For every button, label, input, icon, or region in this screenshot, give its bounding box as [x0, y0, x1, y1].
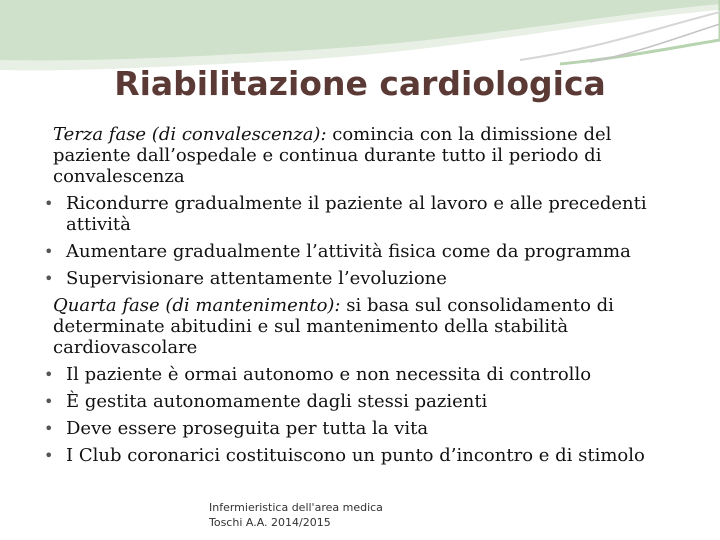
- slide-title: Riabilitazione cardiologica: [114, 64, 606, 103]
- list-item: [44, 364, 692, 385]
- list-item-text: Supervisionare attentamente l’evoluzione: [66, 268, 447, 289]
- list-item: [44, 193, 692, 235]
- list-item-text: Aumentare gradualmente l’attività fisica come da programma: [66, 241, 631, 262]
- list-item-text: Ricondurre gradualmente il paziente al lavoro e alle precedenti attività: [66, 193, 647, 235]
- bullet-icon: •: [44, 194, 54, 213]
- phase3-text: comincia con la dimissione del paziente dall’ospedale e continua durante tutto il periodo di convalescenza: [53, 124, 612, 187]
- bullet-icon: •: [44, 446, 54, 465]
- bullet-icon: •: [44, 365, 54, 384]
- phase4-paragraph: [53, 295, 692, 358]
- bullet-icon: •: [44, 269, 54, 288]
- bullet-icon: •: [44, 419, 54, 438]
- list-item: [44, 241, 692, 262]
- list-item: [44, 445, 692, 466]
- list-item-text: I Club coronarici costituiscono un punto d’incontro e di stimolo: [66, 445, 645, 466]
- list-item: [44, 418, 692, 439]
- footer-author: Toschi A.A. 2014/2015: [209, 516, 331, 529]
- list-item-text: Il paziente è ormai autonomo e non necessita di controllo: [66, 364, 592, 385]
- phase4-lead: Quarta fase (di mantenimento):: [53, 295, 341, 316]
- list-item: [44, 391, 692, 412]
- slide-content: [44, 124, 692, 472]
- phase3-lead: Terza fase (di convalescenza):: [53, 124, 327, 145]
- phase4-text: si basa sul consolidamento di determinate abitudini e sul mantenimento della stabilità cardiovascolare: [53, 295, 614, 358]
- slide-footer: [209, 500, 383, 530]
- list-item-text: Deve essere proseguita per tutta la vita: [66, 418, 429, 439]
- footer-course: Infermieristica dell'area medica: [209, 501, 383, 514]
- list-item-text: È gestita autonomamente dagli stessi pazienti: [66, 391, 488, 412]
- list-item: [44, 268, 692, 289]
- phase3-paragraph: [53, 124, 692, 187]
- bullet-icon: •: [44, 392, 54, 411]
- bullet-icon: •: [44, 242, 54, 261]
